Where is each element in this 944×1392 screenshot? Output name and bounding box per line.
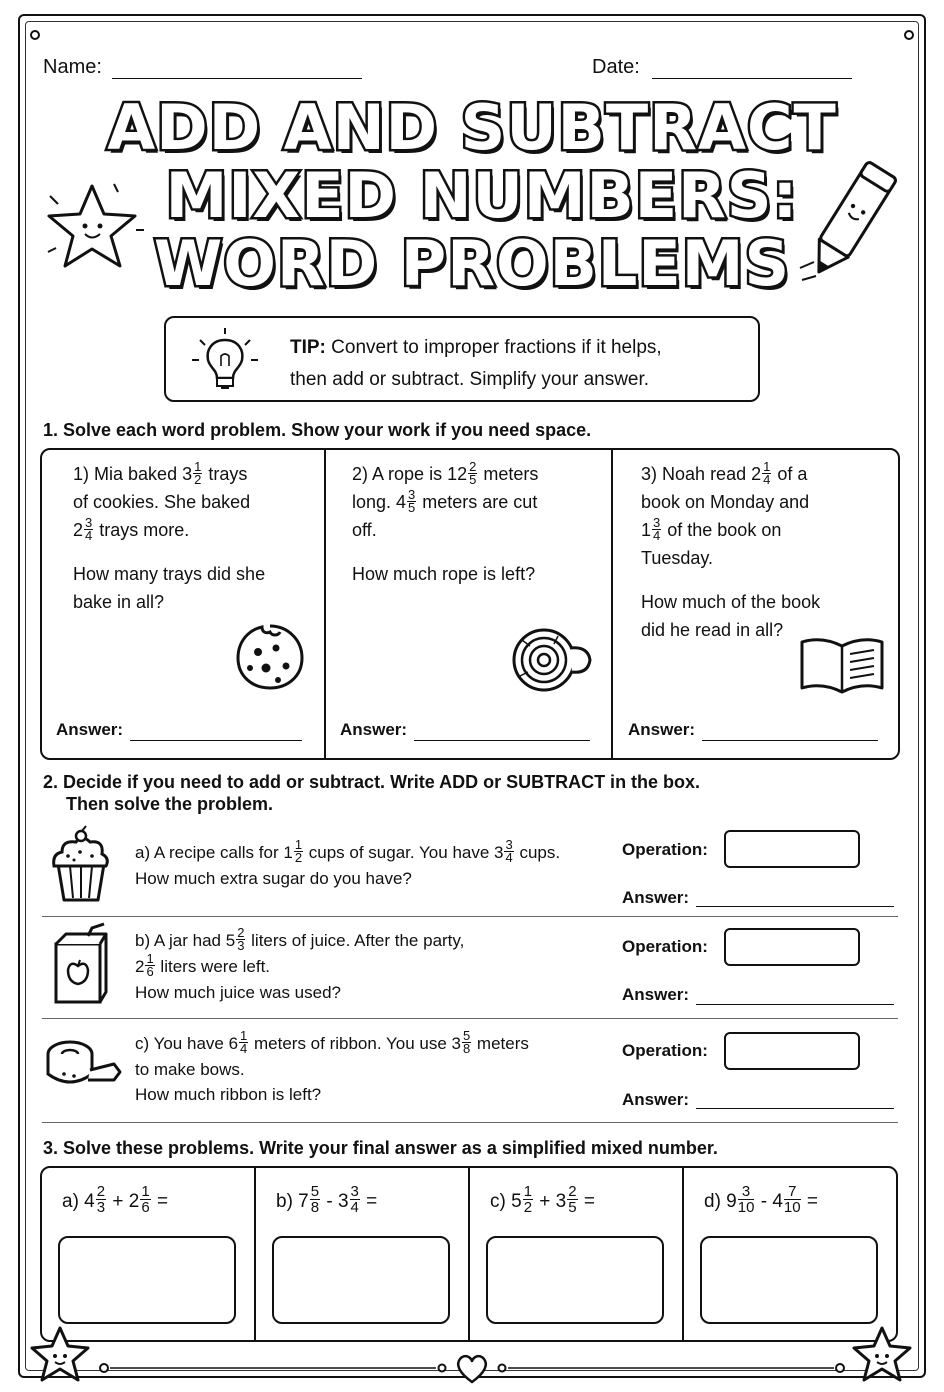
name-label: Name: <box>43 56 102 78</box>
ribbon-icon <box>44 1036 124 1092</box>
title-line-2: MIXED NUMBERS: <box>165 159 799 232</box>
answer-box-b[interactable] <box>272 1236 450 1324</box>
juice-box-icon <box>52 930 110 1006</box>
answer-label: Answer: <box>622 985 690 1004</box>
row-divider <box>42 1018 898 1019</box>
item-c-text: c) You have 6 $\frac{1}{4}$ meters of ribbon. You use 3 $\frac{5}{8}$ meters to make bows. How much ribbon is left? <box>135 1028 529 1105</box>
item-b-text: b) A jar had 5 $\frac{2}{3}$ liters of juice. After the party, 2 $\frac{1}{6}$ liters were left. How much juice was used? <box>135 925 465 1003</box>
cupcake-icon <box>50 828 112 904</box>
operation-box-b[interactable] <box>724 928 860 966</box>
corner-dot <box>902 28 916 42</box>
answer-box-c[interactable] <box>486 1236 664 1324</box>
section-3-divider <box>682 1166 684 1342</box>
section-1-title: 1. Solve each word problem. Show your work if you need space. <box>43 420 592 440</box>
problem-c: c) 5 $\frac{1}{2}$ + 3 $\frac{2}{5}$ = <box>490 1183 595 1217</box>
answer-line-c[interactable] <box>696 1108 894 1109</box>
answer-label: Answer: <box>622 1090 690 1109</box>
problem-1-text: 1) Mia baked 3 $\frac{1}{2}$ trays of cookies. She baked 2 $\frac{3}{4}$ trays more. How many trays did she bake in all? <box>73 458 266 612</box>
tip-text <box>290 332 662 396</box>
section-2-title: 2. Decide if you need to add or subtract. Write ADD or SUBTRACT in the box. <box>43 772 701 792</box>
corner-star-icon <box>848 1324 918 1384</box>
operation-box-a[interactable] <box>724 830 860 868</box>
section-3-divider <box>254 1166 256 1342</box>
corner-star-icon <box>26 1324 96 1384</box>
heart-icon <box>454 1352 490 1386</box>
problem-3-text: 3) Noah read 2 $\frac{1}{4}$ of a book on Monday and 1 $\frac{3}{4}$ of the book on Tuesday. How much of the book did he read in all? <box>641 458 821 640</box>
lightbulb-icon <box>190 326 260 394</box>
operation-label: Operation: <box>622 1041 708 1060</box>
section-1-divider <box>611 448 613 760</box>
name-line[interactable] <box>112 78 362 79</box>
operation-label: Operation: <box>622 840 708 859</box>
row-divider <box>42 1122 898 1123</box>
answer-label: Answer: <box>628 720 696 739</box>
section-2-subtitle: Then solve the problem. <box>66 794 274 814</box>
tip-box <box>164 316 760 402</box>
cookie-icon <box>232 622 308 692</box>
answer-label: Answer: <box>622 888 690 907</box>
title-line-1: ADD AND SUBTRACT <box>107 91 837 164</box>
rope-icon <box>508 626 594 694</box>
problem-b: b) 7 $\frac{5}{8}$ - 3 $\frac{3}{4}$ = <box>276 1183 378 1217</box>
pencil-face-icon <box>794 150 904 290</box>
operation-label: Operation: <box>622 937 708 956</box>
tip-line-1: Convert to improper fractions if it helps, <box>331 337 662 358</box>
answer-box-d[interactable] <box>700 1236 878 1324</box>
title-line-3: WORD PROBLEMS <box>153 227 791 300</box>
date-label: Date: <box>592 56 640 78</box>
operation-box-c[interactable] <box>724 1032 860 1070</box>
star-face-icon <box>40 178 150 278</box>
section-1-divider <box>324 448 326 760</box>
answer-line-a[interactable] <box>696 906 894 907</box>
answer-line-2[interactable] <box>414 740 590 741</box>
section-3-title: 3. Solve these problems. Write your final answer as a simplified mixed number. <box>43 1138 718 1158</box>
answer-label: Answer: <box>56 720 124 739</box>
book-icon <box>798 634 886 696</box>
row-divider <box>42 916 898 917</box>
problem-2-text: 2) A rope is 12 $\frac{2}{5}$ meters long. 4 $\frac{3}{5}$ meters are cut off. How much rope is left? <box>352 458 539 584</box>
section-3-divider <box>468 1166 470 1342</box>
problem-a: a) 4 $\frac{2}{3}$ + 2 $\frac{1}{6}$ = <box>62 1183 169 1217</box>
answer-box-a[interactable] <box>58 1236 236 1324</box>
answer-label: Answer: <box>340 720 408 739</box>
tip-label: TIP: <box>290 337 326 358</box>
item-a-text: a) A recipe calls for 1 $\frac{1}{2}$ cups of sugar. You have 3 $\frac{3}{4}$ cups. How much extra sugar do you have? <box>135 837 561 889</box>
answer-line-b[interactable] <box>696 1004 894 1005</box>
date-line[interactable] <box>652 78 852 79</box>
problem-d: d) 9 $\frac{3}{10}$ - 4 $\frac{7}{10}$ = <box>704 1183 818 1217</box>
answer-line-3[interactable] <box>702 740 878 741</box>
corner-dot <box>28 28 42 42</box>
answer-line-1[interactable] <box>130 740 302 741</box>
tip-line-2: then add or subtract. Simplify your answer. <box>290 369 650 390</box>
